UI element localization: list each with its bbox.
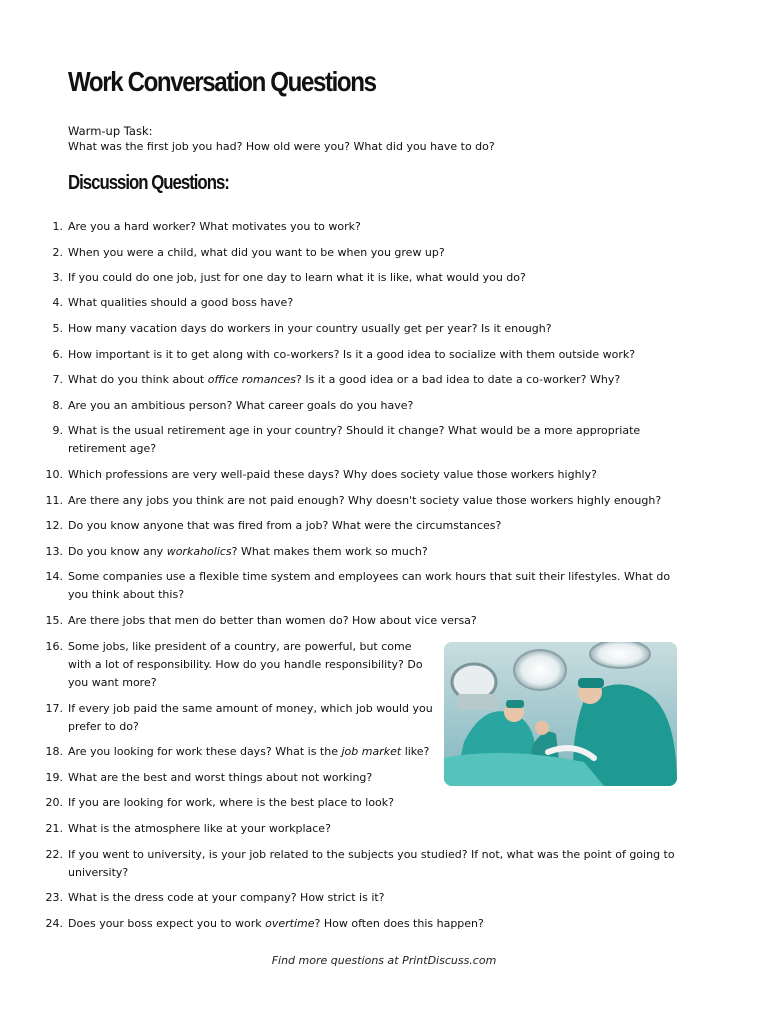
warmup-label: Warm-up Task:: [68, 124, 153, 138]
question-number: 21.: [45, 822, 63, 835]
question-number: 17.: [45, 702, 63, 715]
question-emphasis: workaholics: [166, 545, 232, 558]
question-number: 8.: [52, 399, 63, 412]
question-text: If you went to university, is your job related to the subjects you studied? If not, what was the point of going to university?: [68, 848, 675, 879]
question-text: If every job paid the same amount of money, which job would you prefer to do?: [68, 702, 433, 733]
question-number: 15.: [45, 614, 63, 627]
surgery-illustration: [444, 642, 677, 786]
question-number: 3.: [52, 271, 63, 284]
question-text: What is the atmosphere like at your workplace?: [68, 822, 331, 835]
warmup-text: What was the first job you had? How old were you? What did you have to do?: [68, 140, 495, 153]
question-number: 9.: [52, 424, 63, 437]
question-text: When you were a child, what did you want to be when you grew up?: [68, 246, 445, 259]
question-text: Which professions are very well-paid these days? Why does society value those workers highly?: [68, 468, 597, 481]
question-number: 5.: [52, 322, 63, 335]
question-text: What are the best and worst things about not working?: [68, 771, 373, 784]
question-number: 1.: [52, 220, 63, 233]
question-number: 13.: [45, 545, 63, 558]
question-text: Some jobs, like president of a country, are powerful, but come with a lot of responsibility. How do you handle responsibility? Do you want more?: [68, 640, 423, 689]
question-text-part: ? Is it a good idea or a bad idea to date a co-worker? Why?: [296, 373, 621, 386]
question-text-part: Does your boss expect you to work: [68, 917, 266, 930]
question-number: 18.: [45, 745, 63, 758]
question-number: 2.: [52, 246, 63, 259]
question-text: [68, 743, 438, 761]
question-text: If you are looking for work, where is the best place to look?: [68, 796, 394, 809]
question-text: [68, 543, 683, 561]
question-text: What is the dress code at your company? How strict is it?: [68, 891, 385, 904]
question-text-part: What do you think about: [68, 373, 208, 386]
question-number: 7.: [52, 373, 63, 386]
question-emphasis: overtime: [265, 917, 315, 930]
question-text: If you could do one job, just for one day to learn what it is like, what would you do?: [68, 271, 526, 284]
question-number: 10.: [45, 468, 63, 481]
question-number: 11.: [45, 494, 63, 507]
question-text: Do you know anyone that was fired from a job? What were the circumstances?: [68, 519, 502, 532]
question-number: 16.: [45, 640, 63, 653]
question-number: 12.: [45, 519, 63, 532]
question-text: Are you an ambitious person? What career goals do you have?: [68, 399, 414, 412]
question-text: How important is it to get along with co-workers? Is it a good idea to socialize with them outside work?: [68, 348, 636, 361]
question-number: 4.: [52, 296, 63, 309]
question-text: How many vacation days do workers in your country usually get per year? Is it enough?: [68, 322, 552, 335]
question-text: Are you a hard worker? What motivates you to work?: [68, 220, 361, 233]
question-emphasis: office romances: [207, 373, 296, 386]
question-number: 24.: [45, 917, 63, 930]
question-text: Some companies use a flexible time system and employees can work hours that suit their lifestyles. What do you think about this?: [68, 570, 671, 601]
question-number: 6.: [52, 348, 63, 361]
question-text: What is the usual retirement age in your country? Should it change? What would be a more appropriate retirement age?: [68, 424, 641, 455]
footer-link-text[interactable]: Find more questions at PrintDiscuss.com: [271, 954, 497, 967]
question-number: 19.: [45, 771, 63, 784]
surgery-photo: [444, 642, 677, 786]
question-text: What qualities should a good boss have?: [68, 296, 294, 309]
question-text-part: like?: [401, 745, 430, 758]
question-number: 14.: [45, 570, 63, 583]
question-text-part: Do you know any: [68, 545, 167, 558]
page-title: Work Conversation Questions: [68, 66, 376, 97]
question-text-part: ? What makes them work so much?: [231, 545, 428, 558]
question-text: Are there jobs that men do better than women do? How about vice versa?: [68, 614, 477, 627]
question-number: 20.: [45, 796, 63, 809]
question-text: Are there any jobs you think are not paid enough? Why doesn't society value those workers highly enough?: [68, 494, 662, 507]
question-text-part: Are you looking for work these days? What is the: [68, 745, 342, 758]
section-title: Discussion Questions:: [68, 172, 229, 194]
question-text: [68, 371, 683, 389]
question-number: 22.: [45, 848, 63, 861]
question-emphasis: job market: [341, 745, 402, 758]
question-number: 23.: [45, 891, 63, 904]
question-text-part: ? How often does this happen?: [314, 917, 484, 930]
question-text: [68, 915, 683, 933]
